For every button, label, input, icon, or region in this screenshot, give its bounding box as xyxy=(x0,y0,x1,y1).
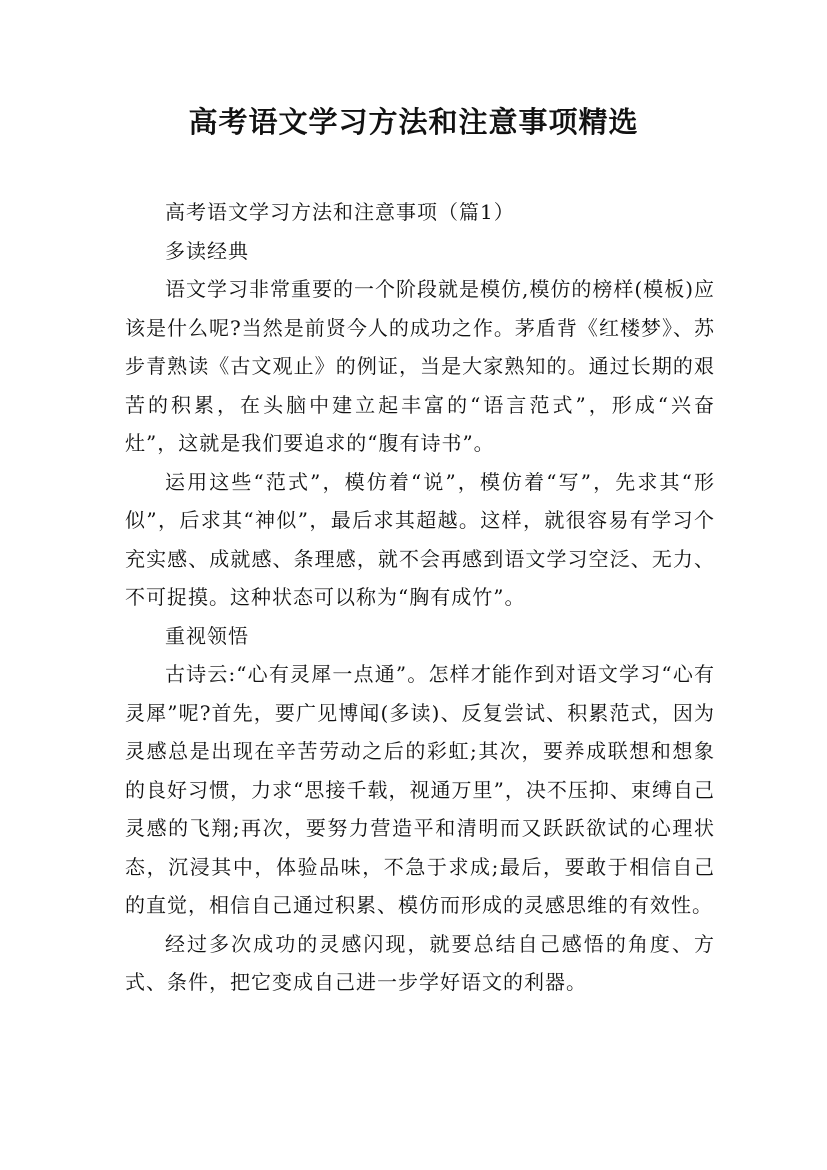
body-paragraph: 运用这些“范式”，模仿着“说”，模仿着“写”，先求其“形似”，后求其“神似”，最后求其超越。这样，就很容易有学习个充实感、成就感、条理感，就不会再感到语文学习空泛、无力、不可捉摸。这种状态可以称为“胸有成竹”。 xyxy=(125,469,715,609)
section-heading: 高考语文学习方法和注意事项（篇1） xyxy=(165,200,515,224)
body-paragraph: 语文学习非常重要的一个阶段就是模仿,模仿的榜样(模板)应该是什么呢?当然是前贤今人的成功之作。茅盾背《红楼梦》、苏步青熟读《古文观止》的例证，当是大家熟知的。通过长期的艰苦的积累，在头脑中建立起丰富的“语言范式”，形成“兴奋灶”，这就是我们要追求的“腹有诗书”。 xyxy=(125,277,715,455)
subheading: 重视领悟 xyxy=(165,623,249,648)
subheading: 多读经典 xyxy=(165,238,249,263)
document-title: 高考语文学习方法和注意事项精选 xyxy=(188,105,639,139)
document-body xyxy=(125,193,715,1002)
body-paragraph: 古诗云:“心有灵犀一点通”。怎样才能作到对语文学习“心有灵犀”呢?首先，要广见博闻(多读)、反复尝试、积累范式，因为灵感总是出现在辛苦劳动之后的彩虹;其次，要养成联想和想象的良好习惯，力求“思接千载，视通万里”，决不压抑、束缚自己灵感的飞翔;再次，要努力营造平和清明而又跃跃欲试的心理状态，沉浸其中，体验品味，不急于求成;最后，要敢于相信自己的直觉，相信自己通过积累、模仿而形成的灵感思维的有效性。 xyxy=(125,662,715,917)
body-paragraph: 经过多次成功的灵感闪现，就要总结自己感悟的角度、方式、条件，把它变成自己进一步学好语文的利器。 xyxy=(125,931,715,994)
